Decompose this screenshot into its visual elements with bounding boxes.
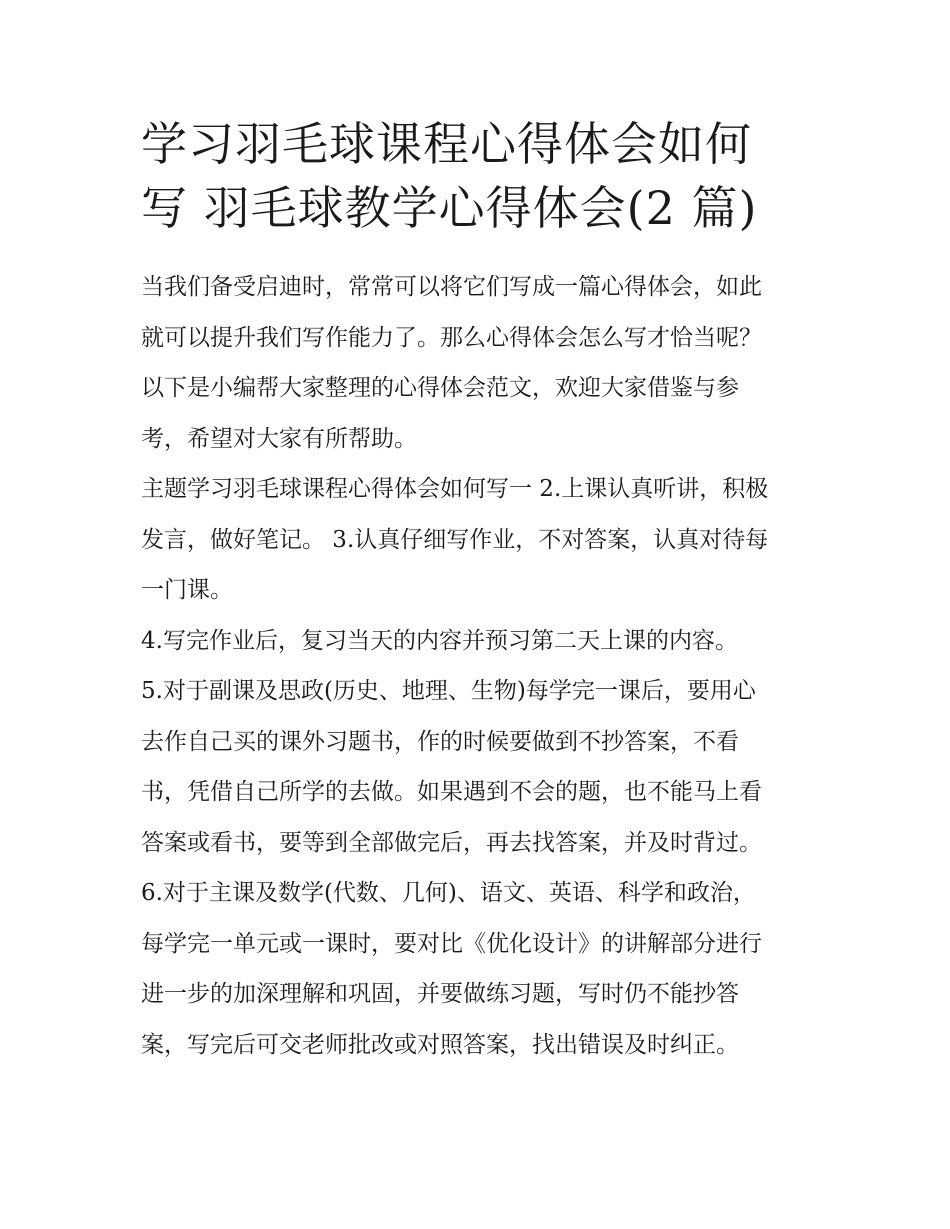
paragraph-item-4: [141, 616, 813, 667]
text-line: 每学完一单元或一课时，要对比《优化设计》的讲解部分进行: [141, 930, 762, 957]
document-title: [141, 112, 813, 240]
text-line: 5.对于副课及思政(历史、地理、生物)每学完一课后，要用心: [141, 678, 756, 704]
text-line: 答案或看书，要等到全部做完后，再去找答案，并及时背过。: [141, 829, 762, 856]
text-line: 一门课。: [141, 577, 233, 603]
text-line: 主题学习羽毛球课程心得体会如何写一 2.上课认真听讲，积极: [141, 476, 769, 502]
title-line: 学习羽毛球课程心得体会如何: [141, 117, 752, 171]
text-line: 就可以提升我们写作能力了。那么心得体会怎么写才恰当呢？: [141, 324, 762, 351]
text-line: 去作自己买的课外习题书，作的时候要做到不抄答案，不看: [141, 728, 739, 755]
text-line: 6.对于主课及数学(代数、几何)、语文、英语、科学和政治，: [141, 880, 756, 906]
title-line: 写 羽毛球教学心得体会(2 篇): [141, 181, 758, 235]
text-line: 进一步的加深理解和巩固，并要做练习题，写时仍不能抄答: [141, 981, 739, 1007]
paragraph-topic: [141, 464, 813, 616]
paragraph-item-6: [141, 868, 813, 1070]
text-line: 案，写完后可交老师批改或对照答案，找出错误及时纠正。: [141, 1031, 739, 1058]
paragraph-item-5: [141, 666, 813, 868]
document-page: [141, 112, 813, 1070]
text-line: 考，希望对大家有所帮助。: [141, 425, 417, 452]
text-line: 4.写完作业后，复习当天的内容并预习第二天上课的内容。: [141, 627, 738, 654]
text-line: 发言，做好笔记。 3.认真仔细写作业，不对答案，认真对待每: [141, 526, 769, 553]
title-spacer: [141, 240, 813, 262]
text-line: 当我们备受启迪时，常常可以将它们写成一篇心得体会，如此: [141, 274, 762, 300]
paragraph-intro: [141, 262, 813, 464]
text-line: 书，凭借自己所学的去做。如果遇到不会的题，也不能马上看: [141, 779, 762, 805]
text-line: 以下是小编帮大家整理的心得体会范文，欢迎大家借鉴与参: [141, 375, 739, 401]
